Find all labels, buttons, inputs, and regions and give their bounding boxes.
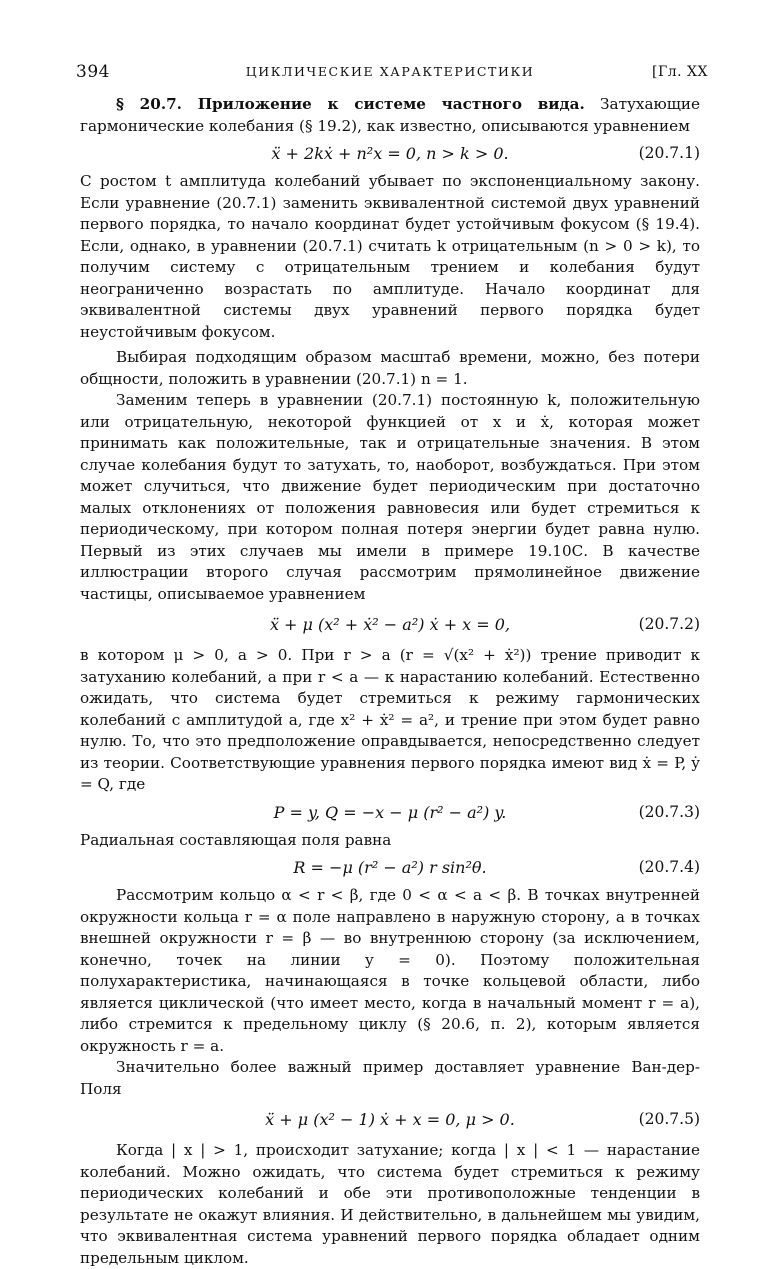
- equation-20-7-3: [80, 796, 700, 830]
- paragraph: Когда | x | > 1, происходит затухание; когда | x | < 1 — нарастание колебаний. Можно ожидать, что система будет стремиться к режиму периодических колебаний и обе эти противоположные тенденции в результате не окажут влияния. И действительно, в дальнейшем мы увидим, что эквивалентная система уравнений первого порядка обладает одним предельным циклом.: [80, 1141, 700, 1267]
- equation-body: ẍ + μ (x² + ẋ² − a²) ẋ + x = 0,: [269, 615, 511, 634]
- paragraph: Выбирая подходящим образом масштаб времени, можно, без потери общности, положить в уравнении (20.7.1) n = 1.: [80, 348, 700, 388]
- equation-number: (20.7.1): [638, 144, 700, 162]
- equation-body: R = −μ (r² − a²) r sin²θ.: [293, 858, 487, 877]
- equation-body: ẍ + 2kẋ + n²x = 0, n > k > 0.: [271, 144, 509, 163]
- chapter-label: [Гл. XX: [652, 64, 708, 80]
- equation-20-7-4: [80, 851, 700, 885]
- equation-body: ẍ + μ (x² − 1) ẋ + x = 0, μ > 0.: [265, 1110, 515, 1129]
- page-number: 394: [76, 62, 110, 82]
- paragraph: Рассмотрим кольцо α < r < β, где 0 < α < a < β. В точках внутренней окружности кольца r = α поле направлено в наружную сторону, а в точках внешней окружности r = β — во внутреннюю сторону (за исключением, конечно, точек на линии y = 0). Поэтому положительная полухарактеристика, начинающаяся в точке кольцевой области, либо является циклической (что имеет место, когда в начальный момент r = a), либо стремится к предельному циклу (§ 20.6, п. 2), которым является окружность r = a.: [80, 886, 700, 1055]
- section-heading: § 20.7. Приложение к системе частного вида.: [116, 95, 585, 113]
- equation-number: (20.7.2): [638, 615, 700, 633]
- paragraph: С ростом t амплитуда колебаний убывает по экспоненциальному закону. Если уравнение (20.7.1) заменить эквивалентной системой двух уравнений первого порядка, то начало координат будет устойчивым фокусом (§ 19.4). Если, однако, в уравнении (20.7.1) считать k отрицательным (n > 0 > k), то получим систему с отрицательным трением и колебания будут неограниченно возрастать по амплитуде. Начало координат для эквивалентной системы двух уравнений первого порядка будет неустойчивым фокусом.: [80, 172, 700, 341]
- equation-20-7-1: [80, 137, 700, 171]
- equation-20-7-5: [80, 1100, 700, 1140]
- running-header: [76, 62, 708, 90]
- equation-body: P = y, Q = −x − μ (r² − a²) y.: [273, 802, 507, 822]
- paragraph: Радиальная составляющая поля равна: [80, 830, 392, 849]
- paragraph: в котором μ > 0, a > 0. При r > a (r = √(x² + ẋ²)) трение приводит к затуханию колебаний, а при r < a — к нарастанию колебаний. Естественно ожидать, что система будет стремиться к режиму гармонических колебаний с амплитудой a, где x² + ẋ² = a², и трение при этом будет равно нулю. То, что это предположение оправдывается, непосредственно следует из теории. Соответствующие уравнения первого порядка имеют вид ẋ = P, ẏ = Q, где: [80, 646, 700, 793]
- page: [76, 62, 708, 1269]
- equation-number: (20.7.4): [638, 858, 700, 876]
- equation-number: (20.7.5): [638, 1110, 700, 1128]
- equation-20-7-2: [80, 605, 700, 645]
- section-intro-text: Затухающие гармонические колебания (§ 19.2), как известно, описываются уравнением: [80, 95, 700, 135]
- section-intro: [80, 94, 700, 137]
- equation-number: (20.7.3): [638, 802, 700, 821]
- paragraph: Значительно более важный пример доставляет уравнение Ван-дер-Поля: [80, 1058, 700, 1098]
- paragraph: Заменим теперь в уравнении (20.7.1) постоянную k, положительную или отрицательную, некоторой функцией от x и ẋ, которая может принимать как положительные, так и отрицательные значения. В этом случае колебания будут то затухать, то, наоборот, возбуждаться. При этом может случиться, что движение будет периодическим при достаточно малых отклонениях от положения равновесия или будет стремиться к периодическому, при котором полная потеря энергии будет равна нулю. Первый из этих случаев мы имели в примере 19.10С. В качестве иллюстрации второго случая рассмотрим прямолинейное движение частицы, описываемое уравнением: [80, 391, 700, 603]
- running-title: ЦИКЛИЧЕСКИЕ ХАРАКТЕРИСТИКИ: [245, 64, 535, 79]
